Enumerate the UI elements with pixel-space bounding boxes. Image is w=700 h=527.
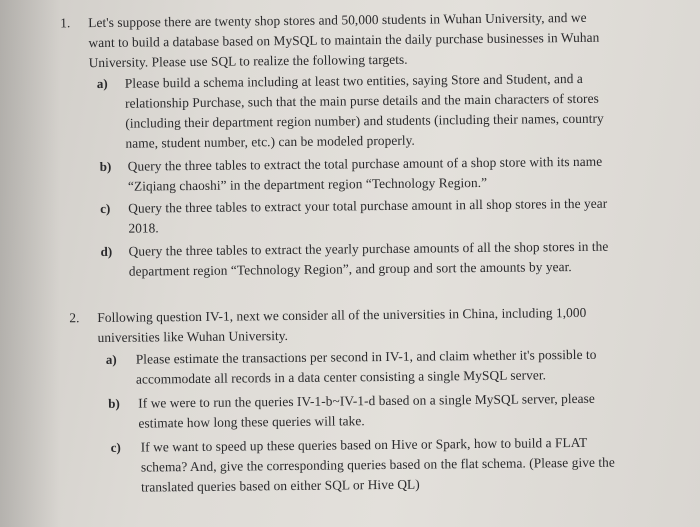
question-2a-line-2: accommodate all records in a data center consisting a single MySQL server. <box>135 367 547 387</box>
question-2b-line-1: If we were to run the queries IV-1-b~IV-1-d based on a single MySQL server, please <box>138 390 595 411</box>
question-1b-line-2: “Ziqiang chaoshi” in the department region “Technology Region.” <box>127 174 488 194</box>
question-1a-line-2: relationship Purchase, such that the main purse details and the main characters of stores <box>125 90 599 111</box>
page-shadow <box>0 0 60 527</box>
question-1d-line-1: Query the three tables to extract the yearly purchase amounts of all the shop stores in the <box>128 238 609 259</box>
question-1-line-3: University. Please use SQL to realize the following targets. <box>88 51 408 71</box>
question-1c-line-2: 2018. <box>128 220 159 236</box>
question-1d-label: d) <box>100 243 113 259</box>
question-2c-line-3: translated queries based on either SQL or Hive QL) <box>141 476 420 495</box>
question-1a-line-4: name, student number, etc.) can be modeled properly. <box>125 132 415 151</box>
question-2b-line-2: estimate how long these queries will take. <box>138 413 365 431</box>
question-1a-line-1: Please build a schema including at least two entities, saying Store and Student, and a <box>124 70 583 91</box>
question-2-line-1: Following question IV-1, next we consider all of the universities in China, including 1,000 <box>97 304 587 325</box>
question-2-line-2: universities like Wuhan University. <box>97 328 289 345</box>
question-2a-label: a) <box>105 351 117 367</box>
question-1-line-1: Let's suppose there are twenty shop stores and 50,000 students in Wuhan University, and we <box>88 9 587 31</box>
question-1b-line-1: Query the three tables to extract the total purchase amount of a shop store with its name <box>127 153 603 174</box>
question-2-number: 2. <box>69 310 80 326</box>
question-1b-label: b) <box>99 158 112 174</box>
question-1d-line-2: department region “Technology Region”, and group and sort the amounts by year. <box>128 259 572 279</box>
question-2c-label: c) <box>110 439 121 455</box>
question-2c-line-1: If we want to speed up these queries based on Hive or Spark, how to build a FLAT <box>140 434 588 455</box>
question-2b-label: b) <box>108 395 120 411</box>
question-1-number: 1. <box>60 15 71 31</box>
question-1c-label: c) <box>100 200 111 216</box>
question-1c-line-1: Query the three tables to extract your total purchase amount in all shop stores in the year <box>128 195 608 216</box>
question-1a-label: a) <box>96 75 108 91</box>
question-1-line-2: want to build a database based on MySQL to maintain the daily purchase businesses in Wuhan <box>88 29 600 51</box>
question-2a-line-1: Please estimate the transactions per second in IV-1, and claim whether it's possible to <box>135 346 597 367</box>
question-1a-line-3: (including their department region number) and students (including their names, country <box>125 110 604 131</box>
question-2c-line-2: schema? And, give the corresponding queries based on the flat schema. (Please give the <box>140 454 615 475</box>
